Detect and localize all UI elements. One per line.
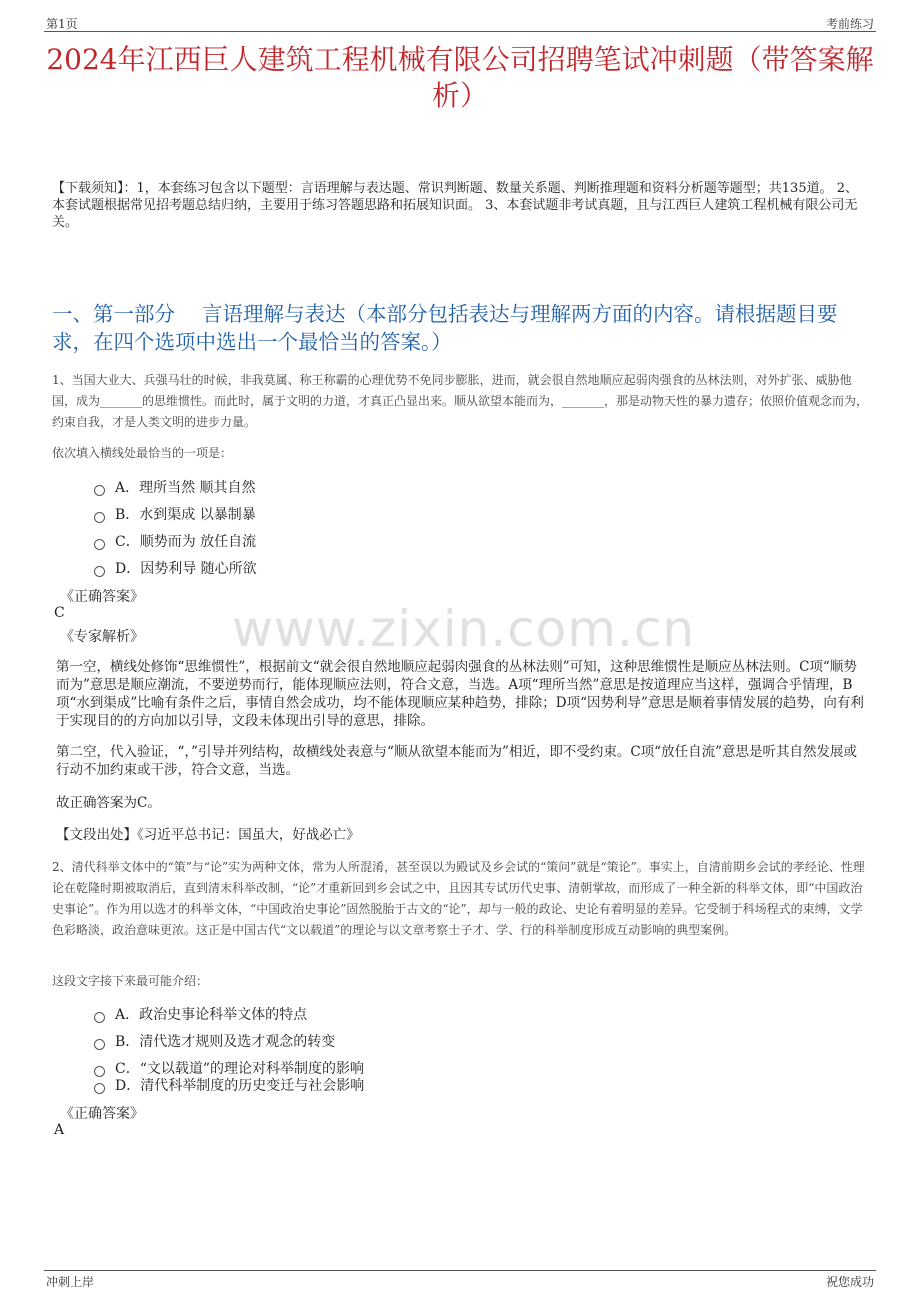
question-2-prompt: 这段文字接下来最可能介绍：	[52, 974, 209, 988]
q2-option-a[interactable]: A．政治史事论科举文体的特点	[94, 1004, 307, 1024]
footer-right: 祝您成功	[825, 1275, 874, 1289]
q1-analysis-para-1: 第一空，横线处修饰“思维惯性”，根据前文“就会很自然地顺应起弱肉强食的丛林法则”可知，这种思维惯性是顺应丛林法则。C项“顺势而为”意思是顺应潮流，不要逆势而行，能体现顺应法则，符合文意，当选。A项“理所当然”意思是按道理应当这样，强调合乎情理，B项“水到渠成”比喻有条件之后，事情自然会成功，均不能体现顺应某种趋势，排除；D项“因势利导”意思是顺着事情发展的趋势，向有利于实现目的的方向加以引导，文段未体现出引导的意思，排除。	[56, 659, 864, 729]
header-right-label: 考前练习	[825, 17, 874, 31]
q2-option-d[interactable]: D．清代科举制度的历史变迁与社会影响	[94, 1075, 364, 1095]
q2-option-b[interactable]: B．清代选才规则及选才观念的转变	[94, 1031, 335, 1051]
radio-icon[interactable]	[94, 1012, 105, 1023]
page-title: 2024年江西巨人建筑工程机械有限公司招聘笔试冲刺题（带答案解析）	[46, 43, 874, 112]
radio-icon[interactable]	[94, 1083, 105, 1094]
footer-divider	[44, 1270, 876, 1271]
question-1-prompt: 依次填入横线处最恰当的一项是：	[52, 446, 233, 460]
q1-analysis-para-2: 第二空，代入验证，“，”引导并列结构，故横线处表意与“顺从欲望本能而为”相近，即不受约束。C项“放任自流”意思是听其自然发展或行动不加约束或干涉，符合文意，当选。	[56, 744, 857, 778]
header-divider	[44, 31, 876, 32]
q1-option-c[interactable]: C．顺势而为 放任自流	[94, 531, 256, 551]
watermark: www.zixin.com.cn	[232, 600, 696, 658]
q1-answer: C	[54, 605, 65, 621]
q1-analysis-conclusion: 故正确答案为C。	[56, 795, 161, 811]
radio-icon[interactable]	[94, 566, 105, 577]
section-heading: 一、第一部分 言语理解与表达（本部分包括表达与理解两方面的内容。请根据题目要求，在四个选项中选出一个最恰当的答案。）	[52, 302, 838, 354]
q1-source: 【文段出处】《习近平总书记：国虽大，好战必亡》	[56, 827, 360, 843]
radio-icon[interactable]	[94, 539, 105, 550]
page-number: 第1页	[46, 17, 78, 31]
q1-analysis-label: 《专家解析》	[60, 629, 144, 645]
radio-icon[interactable]	[94, 1039, 105, 1050]
q2-answer: A	[54, 1122, 65, 1138]
question-2-stem: 2、清代科举文体中的“策”与“论”实为两种文体，常为人所混淆，甚至误以为殿试及乡会试的“策问”就是“策论”。事实上，自清前期乡会试的孝经论、性理论在乾隆时期被取消后，直到清末科举改制，“论”才重新回到乡会试之中，且因其专试历代史事、清朝掌故，而形成了一种全新的科举文体，即“中国政治史事论”。作为用以选才的科举文体，“中国政治史事论”固然脱胎于古文的“论”，却与一般的政论、史论有着明显的差异。它受制于科场程式的束缚，文学色彩略淡，政治意味更浓。这正是中国古代“文以载道”的理论与以文章考察士子才、学、行的科举制度形成互动影响的典型案例。	[52, 860, 865, 937]
q2-option-c[interactable]: C．“文以载道”的理论对科举制度的影响	[94, 1058, 364, 1078]
q1-option-b[interactable]: B．水到渠成 以暴制暴	[94, 504, 256, 524]
radio-icon[interactable]	[94, 512, 105, 523]
radio-icon[interactable]	[94, 485, 105, 496]
q1-option-a[interactable]: A．理所当然 顺其自然	[94, 477, 256, 497]
question-1-stem: 1、当国大业大、兵强马壮的时候，非我莫属、称王称霸的心理优势不免同步膨胀，进而，就会很自然地顺应起弱肉强食的丛林法则，对外扩张、威胁他国，成为_______的思维惯性。而此时，属于文明的力道，才真正凸显出来。顺从欲望本能而为，_______，那是动物天性的暴力遗存；依照价值观念而为，约束自我，才是人类文明的进步力量。	[52, 373, 869, 429]
q1-option-d[interactable]: D．因势利导 随心所欲	[94, 558, 257, 578]
q2-answer-label: 《正确答案》	[60, 1106, 144, 1122]
q1-answer-label: 《正确答案》	[60, 589, 144, 605]
download-notice: 【下载须知】：1，本套练习包含以下题型：言语理解与表达题、常识判断题、数量关系题、判断推理题和资料分析题等题型；共135道。 2、本套试题根据常见招考题总结归纳，主要用于练习答题思路和拓展知识面。 3、本套试题非考试真题，且与江西巨人建筑工程机械有限公司无关。	[52, 181, 858, 230]
footer-left: 冲刺上岸	[46, 1275, 95, 1289]
